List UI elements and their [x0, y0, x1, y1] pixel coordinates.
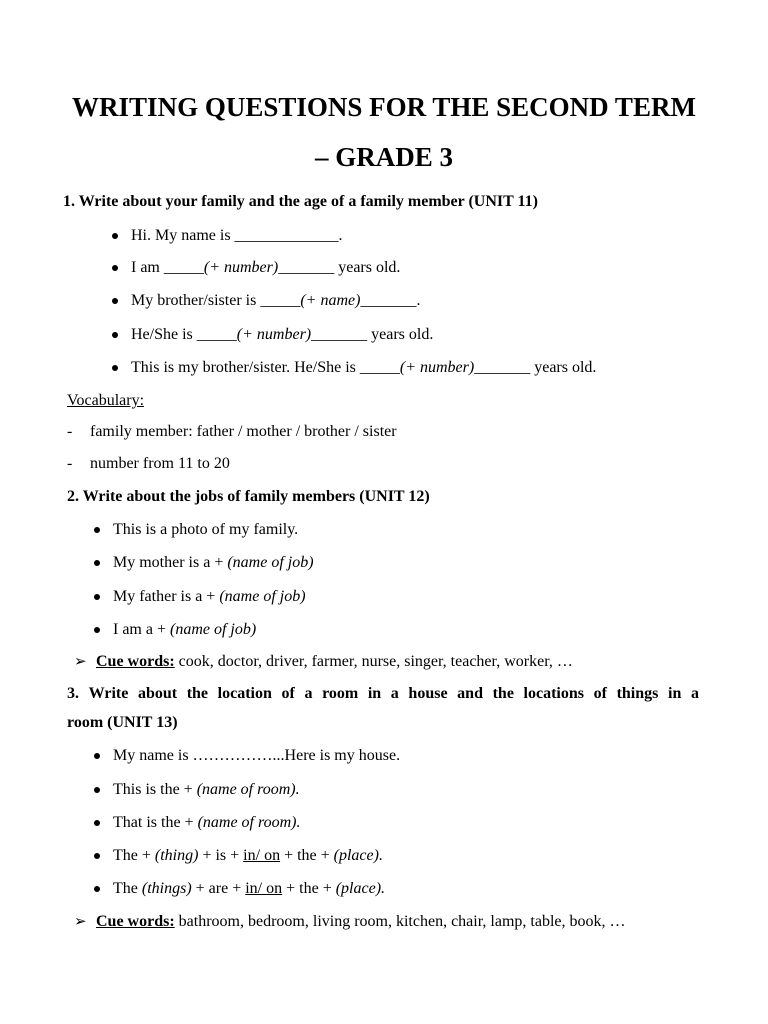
- heading-word: house: [408, 685, 448, 702]
- list-item: [113, 746, 400, 766]
- arrow-icon: ➢: [74, 914, 87, 930]
- section-1-heading: 1. Write about your family and the age of a family member (UNIT 11): [63, 193, 538, 210]
- heading-word: in: [668, 685, 682, 702]
- item-text-end: .: [296, 814, 301, 831]
- item-text-end: _______ years old.: [311, 326, 434, 343]
- item-text: This is the +: [113, 781, 197, 798]
- cue-words-text: cook, doctor, driver, farmer, nurse, singer, teacher, worker, …: [174, 653, 573, 670]
- heading-word: of: [281, 685, 295, 702]
- vocabulary-item: [67, 454, 230, 474]
- item-text: Hi. My name is _____________.: [131, 227, 343, 244]
- item-text: I am a +: [113, 621, 170, 638]
- page-title-line-1: WRITING QUESTIONS FOR THE SECOND TERM: [72, 92, 696, 122]
- item-text: + are +: [191, 880, 246, 897]
- heading-word: the: [186, 685, 209, 702]
- item-text: He/She is _____: [131, 326, 237, 343]
- item-text: My mother is a +: [113, 554, 228, 571]
- dash-marker: -: [67, 455, 73, 472]
- list-item: [131, 358, 596, 378]
- item-hint: (things): [141, 880, 192, 897]
- item-text-end: .: [295, 781, 300, 798]
- list-item: [131, 226, 343, 246]
- cue-words-line: [74, 912, 626, 932]
- list-item: [113, 620, 256, 640]
- heading-word: of: [593, 685, 607, 702]
- item-text: + the +: [282, 880, 336, 897]
- item-text: + is +: [198, 847, 244, 864]
- heading-word: location: [217, 685, 272, 702]
- heading-word: a: [304, 685, 313, 702]
- item-text: + the +: [280, 847, 334, 864]
- item-preposition: in/ on: [243, 847, 281, 864]
- heading-word: and: [457, 685, 483, 702]
- item-text: That is the +: [113, 814, 198, 831]
- list-item: [131, 258, 400, 278]
- item-text: My father is a +: [113, 588, 220, 605]
- vocabulary-label: Vocabulary:: [67, 392, 145, 409]
- heading-word: 3.: [67, 685, 79, 702]
- heading-word: locations: [523, 685, 584, 702]
- heading-word: room: [322, 685, 359, 702]
- cue-words-label: Cue words:: [96, 653, 175, 670]
- item-text-end: _______ years old.: [474, 359, 597, 376]
- item-text: My name is ……………...Here is my house.: [113, 747, 401, 764]
- vocabulary-text: family member: father / mother / brother / sister: [90, 423, 397, 440]
- list-item: [113, 587, 306, 607]
- item-text-end: .: [378, 847, 383, 864]
- item-text: My brother/sister is _____: [131, 292, 301, 309]
- list-item: [113, 879, 385, 899]
- list-item: [113, 780, 300, 800]
- heading-word: the: [492, 685, 514, 702]
- cue-words-line: [74, 652, 573, 672]
- section-3-heading-line-2: room (UNIT 13): [67, 714, 178, 731]
- item-text: The: [113, 880, 142, 897]
- list-item: [131, 291, 420, 311]
- item-hint: (name of room): [197, 814, 297, 831]
- heading-word: a: [690, 685, 699, 702]
- arrow-icon: ➢: [74, 654, 87, 670]
- item-text-end: _______.: [360, 292, 421, 309]
- heading-word: in: [367, 685, 382, 702]
- item-hint: (place): [335, 880, 382, 897]
- heading-word: about: [137, 685, 178, 702]
- vocabulary-item: [67, 422, 397, 442]
- item-hint: (+ number): [399, 359, 475, 376]
- item-hint: (+ name): [300, 292, 361, 309]
- item-hint: (name of job): [219, 588, 306, 605]
- item-hint: (name of job): [170, 621, 257, 638]
- item-text-end: .: [381, 880, 386, 897]
- item-text: This is my brother/sister. He/She is _____: [131, 359, 400, 376]
- item-hint: (+ number): [203, 259, 279, 276]
- item-text-end: _______ years old.: [278, 259, 401, 276]
- item-preposition: in/ on: [245, 880, 283, 897]
- heading-word: things: [616, 685, 659, 702]
- list-item: [113, 846, 383, 866]
- item-text: The +: [113, 847, 155, 864]
- heading-word: Write: [88, 685, 129, 702]
- item-hint: (thing): [154, 847, 199, 864]
- page-title-line-2: – GRADE 3: [314, 142, 453, 172]
- item-hint: (place): [333, 847, 379, 864]
- list-item: [113, 813, 301, 833]
- list-item: [113, 553, 314, 573]
- list-item: [131, 325, 433, 345]
- item-hint: (name of job): [227, 554, 314, 571]
- item-text: I am _____: [131, 259, 204, 276]
- cue-words-label: Cue words:: [96, 913, 175, 930]
- item-text: This is a photo of my family.: [113, 521, 299, 538]
- item-hint: (name of room): [196, 781, 296, 798]
- dash-marker: -: [67, 423, 73, 440]
- section-3-heading-line-1: [67, 684, 699, 704]
- vocabulary-text: number from 11 to 20: [90, 455, 230, 472]
- item-hint: (+ number): [236, 326, 312, 343]
- heading-word: a: [390, 685, 399, 702]
- section-2-heading: 2. Write about the jobs of family members (UNIT 12): [67, 488, 430, 505]
- cue-words-text: bathroom, bedroom, living room, kitchen, chair, lamp, table, book, …: [174, 913, 626, 930]
- list-item: [113, 520, 298, 540]
